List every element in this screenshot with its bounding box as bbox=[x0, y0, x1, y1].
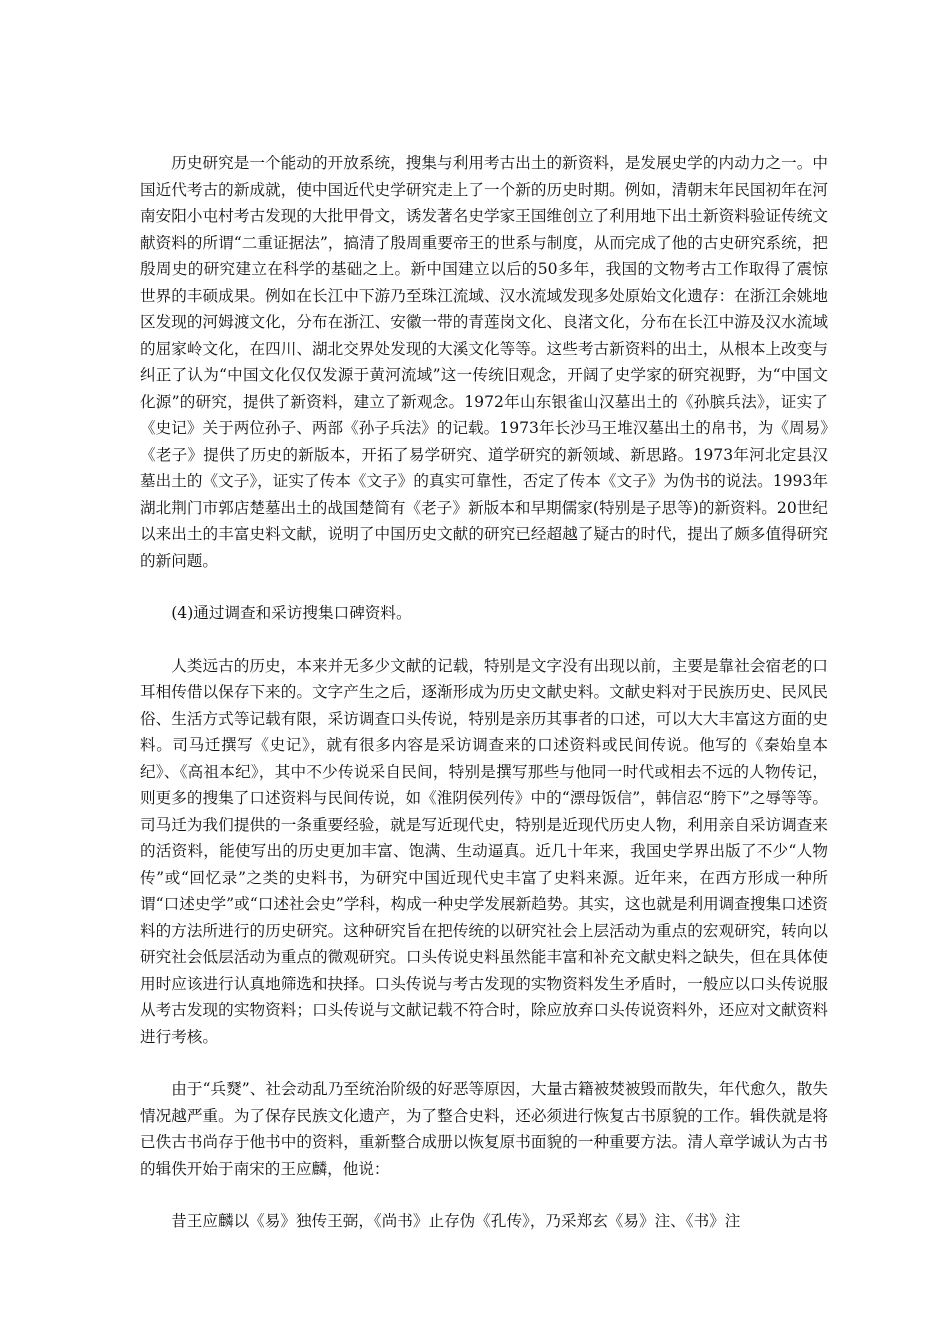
paragraph-oral-history: 人类远古的历史，本来并无多少文献的记载，特别是文字没有出现以前，主要是靠社会宿老的口耳相传借以保存下来的。文字产生之后，逐渐形成为历史文献史料。文献史料对于民族历史、民风民俗、生活方式等记载有限，采访调查口头传说，特别是亲历其事者的口述，可以大大丰富这方面的史料。司马迁撰写《史记》，就有很多内容是采访调查来的口述资料或民间传说。他写的《秦始皇本纪》、《高祖本纪》，其中不少传说采自民间，特别是撰写那些与他同一时代或相去不远的人物传记，则更多的搜集了口述资料与民间传说，如《淮阴侯列传》中的“漂母饭信”，韩信忍“胯下”之辱等等。司马迁为我们提供的一条重要经验，就是写近现代史，特别是近现代历史人物，利用亲自采访调查来的活资料，能使写出的历史更加丰富、饱满、生动逼真。近几十年来，我国史学界出版了不少“人物传”或“回忆录”之类的史料书，为研究中国近现代史丰富了史料来源。近年来，在西方形成一种所谓“口述史学”或“口述社会史”学科，构成一种史学发展新趋势。其实，这也就是利用调查搜集口述资料的方法所进行的历史研究。这种研究旨在把传统的以研究社会上层活动为重点的宏观研究，转向以研究社会低层活动为重点的微观研究。口头传说史料虽然能丰富和补充文献史料之缺失，但在具体使用时应该进行认真地筛选和抉择。口头传说与考古发现的实物资料发生矛盾时，一般应以口头传说服从考古发现的实物资料；口头传说与文献记载不符合时，除应放弃口头传说资料外，还应对文献资料进行考核。 bbox=[140, 656, 828, 1046]
document-body bbox=[140, 150, 828, 1235]
section-heading-oral-sources: (4)通过调查和采访搜集口碑资料。 bbox=[171, 604, 412, 622]
paragraph-compilation: 由于“兵燹”、社会动乱乃至统治阶级的好恶等原因，大量古籍被焚被毁而散失，年代愈久，散失情况越严重。为了保存民族文化遗产，为了整合史料，还必须进行恢复古书原貌的工作。辑佚就是将已佚古书尚存于他书中的资料，重新整合成册以恢复原书面貌的一种重要方法。清人章学诚认为古书的辑佚开始于南宋的王应麟，他说： bbox=[140, 1080, 828, 1178]
paragraph-quotation: 昔王应麟以《易》独传王弼，《尚书》止存伪《孔传》，乃采郑玄《易》注、《书》注 bbox=[171, 1212, 741, 1230]
paragraph-archaeology: 历史研究是一个能动的开放系统，搜集与利用考古出土的新资料，是发展史学的内动力之一。中国近代考古的新成就，使中国近代史学研究走上了一个新的历史时期。例如，清朝末年民国初年在河南安阳小屯村考古发现的大批甲骨文，诱发著名史学家王国维创立了利用地下出土新资料验证传统文献资料的所谓“二重证据法”，搞清了殷周重要帝王的世系与制度，从而完成了他的古史研究系统，把殷周史的研究建立在科学的基础之上。新中国建立以后的50多年，我国的文物考古工作取得了震惊世界的丰硕成果。例如在长江中下游乃至珠江流域、汉水流域发现多处原始文化遗存：在浙江余姚地区发现的河姆渡文化，分布在浙江、安徽一带的青莲岗文化、良渚文化，分布在长江中游及汉水流域的屈家岭文化，在四川、湖北交界处发现的大溪文化等等。这些考古新资料的出土，从根本上改变与纠正了认为“中国文化仅仅发源于黄河流域”这一传统旧观念，开阔了史学家的研究视野，为“中国文化源”的研究，提供了新资料，建立了新观念。1972年山东银雀山汉墓出土的《孙膑兵法》，证实了《史记》关于两位孙子、两部《孙子兵法》的记载。1973年长沙马王堆汉墓出土的帛书，为《周易》《老子》提供了历史的新版本，开拓了易学研究、道学研究的新领域、新思路。1973年河北定县汉墓出土的《文子》，证实了传本《文子》的真实可靠性，否定了传本《文子》为伪书的说法。1993年湖北荆门市郭店楚墓出土的战国楚简有《老子》新版本和早期儒家(特别是子思等)的新资料。20世纪以来出土的丰富史料文献，说明了中国历史文献的研究已经超越了疑古的时代，提出了颇多值得研究的新问题。 bbox=[140, 154, 828, 570]
